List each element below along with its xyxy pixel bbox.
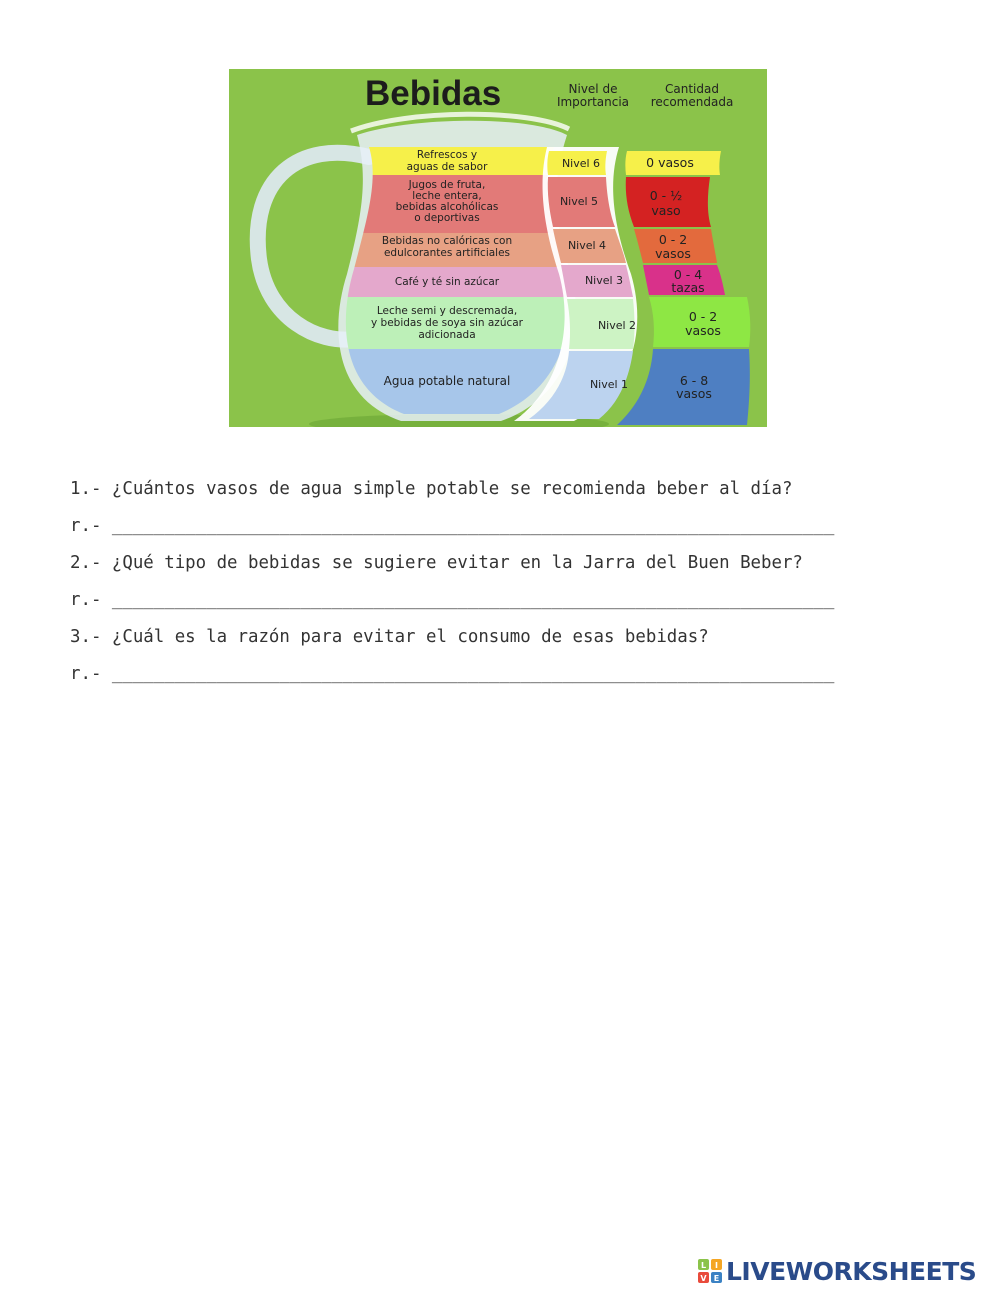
jarra-del-buen-beber-infographic xyxy=(229,69,767,427)
amount-4-line1: 0 - 2 xyxy=(658,232,688,247)
col-quantity-line1: Cantidad xyxy=(665,82,719,96)
drink-2-line1: Leche semi y descremada, xyxy=(376,305,518,317)
question-3: 3.- ¿Cuál es la razón para evitar el consumo de esas bebidas? xyxy=(70,627,709,647)
col-importance-line1: Nivel de xyxy=(568,82,618,96)
drink-5-line3: bebidas alcohólicas xyxy=(395,201,499,213)
amount-5-line2: vaso xyxy=(651,203,681,218)
answer-line-2[interactable]: r.- _____________________________________________________________________ xyxy=(70,590,835,610)
drink-3-line1: Café y té sin azúcar xyxy=(394,276,500,288)
amount-4-line2: vasos xyxy=(655,246,691,261)
drink-2-line2: y bebidas de soya sin azúcar xyxy=(370,317,524,329)
answer-line-1[interactable]: r.- _____________________________________________________________________ xyxy=(70,516,835,536)
drink-5-line2: leche entera, xyxy=(412,190,482,202)
drink-2-line3: adicionada xyxy=(418,329,476,341)
liveworksheets-logo-text: LIVEWORKSHEETS xyxy=(726,1256,977,1286)
level-label-1: Nivel 1 xyxy=(589,378,629,391)
amount-5-line1: 0 - ½ xyxy=(649,188,683,203)
svg-text:V: V xyxy=(700,1274,707,1283)
svg-text:I: I xyxy=(715,1261,718,1270)
amount-3-line1: 0 - 4 xyxy=(673,267,703,282)
amount-1-line2: vasos xyxy=(676,386,712,401)
liveworksheets-logo xyxy=(698,1256,976,1286)
drink-5-line1: Jugos de fruta, xyxy=(408,179,486,191)
svg-text:L: L xyxy=(700,1261,707,1270)
amount-2-line2: vasos xyxy=(685,323,721,338)
drink-5-line4: o deportivas xyxy=(414,212,480,224)
amount-6-line1: 0 vasos xyxy=(646,155,694,170)
level-label-3: Nivel 3 xyxy=(584,274,624,287)
question-2: 2.- ¿Qué tipo de bebidas se sugiere evitar en la Jarra del Buen Beber? xyxy=(70,553,803,573)
drink-4-line2: edulcorantes artificiales xyxy=(383,247,511,259)
answer-line-3[interactable]: r.- _____________________________________________________________________ xyxy=(70,664,835,684)
col-quantity-line2: recomendada xyxy=(650,95,734,109)
col-importance-line2: Importancia xyxy=(556,95,630,109)
svg-text:E: E xyxy=(713,1274,720,1283)
liveworksheets-logo-icon xyxy=(698,1259,722,1283)
level-label-5: Nivel 5 xyxy=(559,195,599,208)
question-1: 1.- ¿Cuántos vasos de agua simple potable se recomienda beber al día? xyxy=(70,479,793,499)
amount-2-line1: 0 - 2 xyxy=(688,309,718,324)
level-label-4: Nivel 4 xyxy=(567,239,607,252)
level-label-6: Nivel 6 xyxy=(561,157,601,170)
drink-1-line1: Agua potable natural xyxy=(383,374,511,388)
amount-1-line1: 6 - 8 xyxy=(679,373,709,388)
infographic-title: Bebidas xyxy=(365,74,502,113)
drink-6-line1: Refrescos y xyxy=(416,149,478,161)
amount-3-line2: tazas xyxy=(671,280,705,295)
drink-4-line1: Bebidas no calóricas con xyxy=(381,235,513,247)
level-label-2: Nivel 2 xyxy=(597,319,637,332)
drink-6-line2: aguas de sabor xyxy=(406,161,488,173)
